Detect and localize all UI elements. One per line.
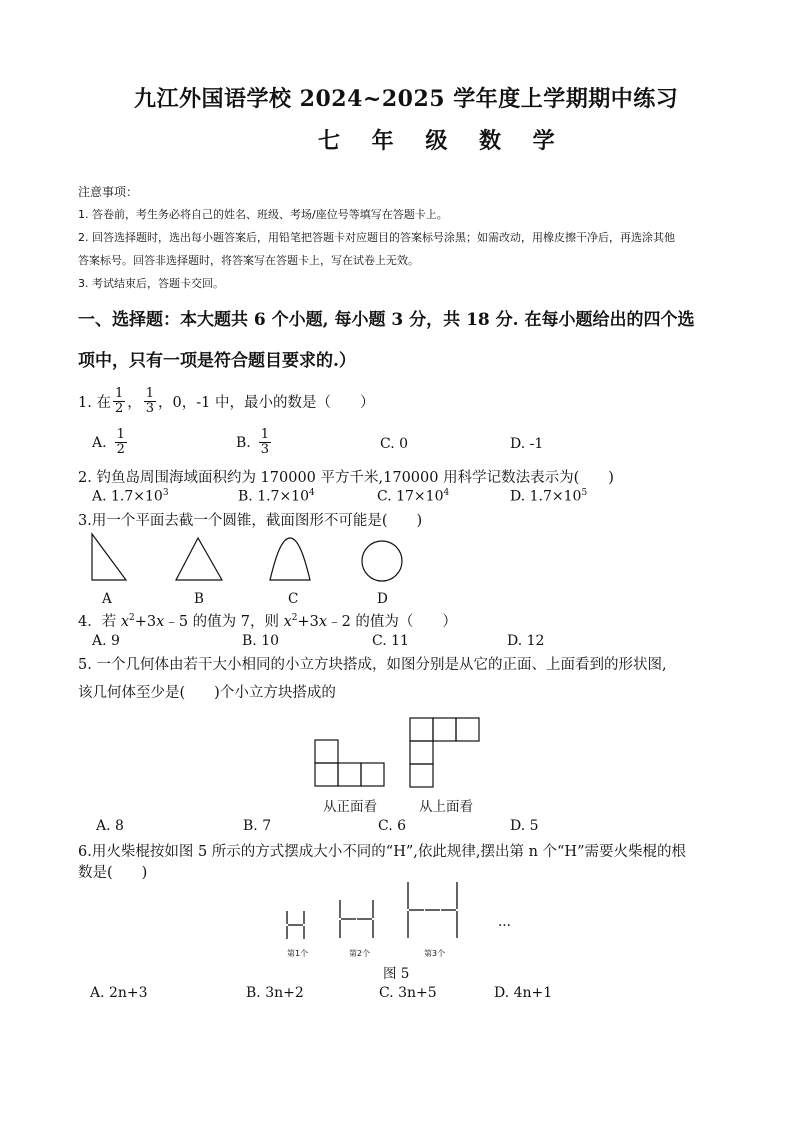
question-5-line2: 该几何体至少是( )个小立方块搭成的 (78, 685, 336, 701)
notes-heading: 注意事项： (78, 185, 139, 199)
q1-option-a: A. $\frac{1}{2}$ (92, 427, 125, 457)
question-1: 1. 在 $\frac{1}{2}$ ， $\frac{1}{3}$ ，0，-1 中，最小的数是（ ） (78, 386, 375, 416)
parabola-section-shape (270, 538, 310, 580)
q6-fig-label-3: 第3个 (424, 949, 446, 958)
q5-option-a: A. 8 (96, 818, 124, 834)
question-5-line1: 5. 一个几何体由若干大小相同的小立方块搭成，如图分别是从它的正面、上面看到的形状图, (78, 657, 667, 673)
front-view-grid (315, 740, 384, 786)
q6-fig-label-2: 第2个 (349, 949, 371, 958)
fraction-one-third: $\frac{1}{3}$ (145, 386, 155, 416)
q1-option-b: B. $\frac{1}{3}$ (236, 427, 270, 457)
section-heading-line2: 项中，只有一项是符合题目要求的.） (78, 351, 356, 371)
q5-views-figure (310, 714, 490, 790)
note-item: 1. 答卷前，考生务必将自己的姓名、班级、考场/座位号等填写在答题卡上。 (78, 208, 448, 221)
matchstick-h-2 (340, 900, 373, 938)
q4-option-d: D. 12 (507, 633, 545, 649)
right-triangle-shape (92, 534, 126, 580)
circle-shape (362, 541, 402, 581)
q3-label-b: B (194, 591, 204, 607)
q6-option-d: D. 4n+1 (494, 985, 553, 1001)
q3-label-c: C (288, 591, 299, 607)
q3-label-a: A (102, 591, 112, 607)
q5-option-c: C. 6 (378, 818, 407, 834)
matchstick-h-3 (408, 882, 457, 938)
question-3: 3.用一个平面去截一个圆锥，截面图形不可能是( ) (78, 513, 423, 529)
q5-option-b: B. 7 (243, 818, 272, 834)
note-item: 答案标号。回答非选择题时，将答案写在答题卡上，写在试卷上无效。 (78, 254, 419, 267)
exam-title: 九江外国语学校 2024~2025 学年度上学期期中练习 (134, 86, 679, 112)
question-6-line2: 数是( ) (78, 865, 148, 881)
q6-option-a: A. 2n+3 (90, 985, 148, 1001)
q1-option-c: C. 0 (380, 436, 409, 452)
q2-option-d: D. $1.7\times 10^5$ (510, 488, 588, 505)
question-2: 2. 钓鱼岛周围海域面积约为 170000 平方千米,170000 用科学记数法表示为( ) (78, 470, 614, 486)
top-view-grid (410, 718, 479, 787)
matchstick-h-1 (287, 911, 304, 939)
q6-option-c: C. 3n+5 (379, 985, 437, 1001)
q6-fig-label-1: 第1个 (287, 949, 309, 958)
top-view-label: 从上面看 (419, 799, 473, 815)
q2-option-c: C. $17\times 10^4$ (377, 488, 450, 505)
note-item: 3. 考试结束后，答题卡交回。 (78, 277, 224, 290)
question-4: 4．若 $x^2+3x﹣5$ 的值为 7，则 $x^2+3x﹣2$ 的值为（ ） (78, 613, 457, 630)
q6-option-b: B. 3n+2 (246, 985, 304, 1001)
q1-suffix: ，0，-1 中，最小的数是（ ） (158, 395, 375, 411)
q6-matchstick-figure (280, 878, 480, 948)
q2-option-a: A. $1.7\times 10^3$ (92, 488, 169, 505)
q4-option-b: B. 10 (242, 633, 280, 649)
question-6-line1: 6.用火柴棍按如图 5 所示的方式摆成大小不同的“H”,依此规律,摆出第 n 个“H”需要火柴棍的根 (78, 844, 686, 860)
q1-option-d: D. -1 (510, 436, 544, 452)
q4-option-a: A. 9 (92, 633, 120, 649)
q6-figure-caption: 图 5 (383, 966, 410, 982)
q4-option-c: C. 11 (372, 633, 409, 649)
q6-ellipsis: ... (498, 914, 511, 930)
section-heading-line1: 一、选择题：本大题共 6 个小题, 每小题 3 分，共 18 分. 在每小题给出的四个选 (78, 310, 695, 330)
q3-label-d: D (377, 591, 388, 607)
exam-subtitle: 七 年 级 数 学 (318, 128, 567, 154)
q3-shapes-figure (80, 530, 420, 592)
note-item: 2. 回答选择题时，选出每小题答案后，用铅笔把答题卡对应题目的答案标号涂黑；如需改动，用橡皮擦干净后，再选涂其他 (78, 231, 675, 244)
q1-prefix: 1. 在 (78, 395, 111, 411)
front-view-label: 从正面看 (323, 799, 377, 815)
q2-option-b: B. $1.7\times 10^4$ (238, 488, 315, 505)
isosceles-triangle-shape (176, 538, 222, 580)
q5-option-d: D. 5 (510, 818, 539, 834)
fraction-one-half: $\frac{1}{2}$ (114, 386, 124, 416)
